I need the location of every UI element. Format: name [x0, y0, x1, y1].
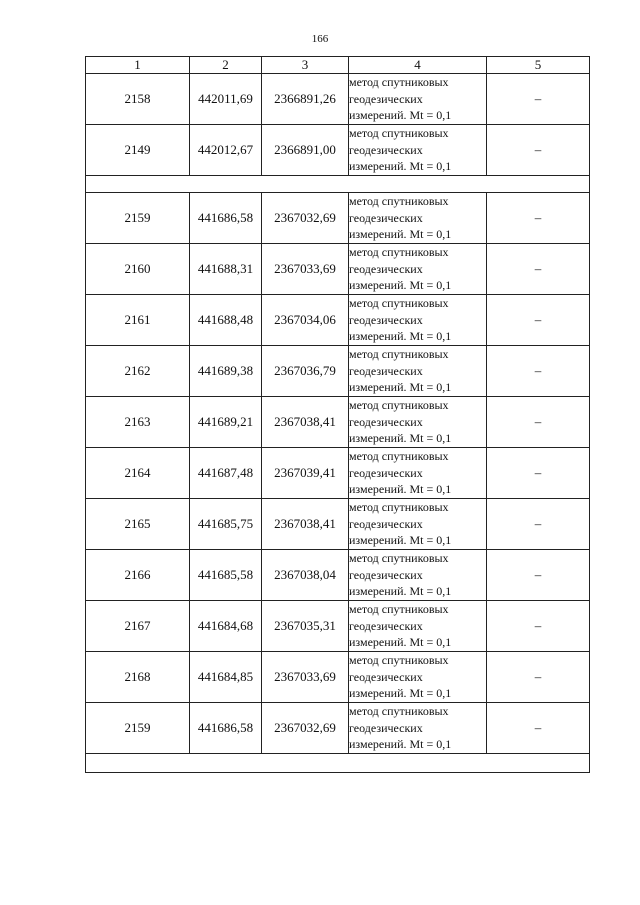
- table-row: [86, 601, 590, 652]
- method-line: геодезических: [349, 720, 423, 735]
- method-line: измерений. Mt = 0,1: [349, 227, 452, 242]
- method-line: геодезических: [349, 516, 423, 531]
- method-line: измерений. Mt = 0,1: [349, 533, 452, 548]
- method-line: метод спутниковых: [349, 602, 449, 617]
- method-line: метод спутниковых: [349, 500, 449, 515]
- table-body: [86, 74, 590, 773]
- method-cell: [349, 703, 487, 754]
- method-cell: [349, 601, 487, 652]
- method-line: метод спутниковых: [349, 75, 449, 90]
- method-line: измерений. Mt = 0,1: [349, 278, 452, 293]
- method-line: геодезических: [349, 618, 423, 633]
- coordinates-table: [85, 56, 590, 773]
- table-row: [86, 499, 590, 550]
- column-header: 3: [262, 57, 349, 74]
- method-cell: [349, 74, 487, 125]
- method-line: геодезических: [349, 142, 423, 157]
- method-line: измерений. Mt = 0,1: [349, 635, 452, 650]
- x-coordinate-cell: 441687,48: [190, 448, 262, 499]
- x-coordinate-cell: 441684,85: [190, 652, 262, 703]
- note-cell: –: [487, 295, 590, 346]
- x-coordinate-cell: 441685,58: [190, 550, 262, 601]
- y-coordinate-cell: 2367032,69: [262, 193, 349, 244]
- method-cell: [349, 652, 487, 703]
- note-cell: –: [487, 601, 590, 652]
- separator-row: [86, 754, 590, 773]
- y-coordinate-cell: 2367038,41: [262, 499, 349, 550]
- point-number-cell: 2149: [86, 125, 190, 176]
- table-row: [86, 74, 590, 125]
- method-cell: [349, 295, 487, 346]
- table-row: [86, 652, 590, 703]
- note-cell: –: [487, 448, 590, 499]
- note-cell: –: [487, 652, 590, 703]
- method-cell: [349, 125, 487, 176]
- method-line: метод спутниковых: [349, 449, 449, 464]
- table-row: [86, 448, 590, 499]
- method-line: метод спутниковых: [349, 398, 449, 413]
- method-line: геодезических: [349, 312, 423, 327]
- method-cell: [349, 397, 487, 448]
- method-cell: [349, 448, 487, 499]
- note-cell: –: [487, 346, 590, 397]
- separator-cell: [86, 176, 590, 193]
- method-line: измерений. Mt = 0,1: [349, 686, 452, 701]
- table-row: [86, 397, 590, 448]
- column-header: 4: [349, 57, 487, 74]
- method-line: измерений. Mt = 0,1: [349, 737, 452, 752]
- table-row: [86, 193, 590, 244]
- method-cell: [349, 499, 487, 550]
- method-line: измерений. Mt = 0,1: [349, 431, 452, 446]
- column-header: 2: [190, 57, 262, 74]
- point-number-cell: 2166: [86, 550, 190, 601]
- method-line: метод спутниковых: [349, 347, 449, 362]
- method-line: метод спутниковых: [349, 296, 449, 311]
- x-coordinate-cell: 441686,58: [190, 703, 262, 754]
- point-number-cell: 2164: [86, 448, 190, 499]
- method-line: геодезических: [349, 261, 423, 276]
- method-line: метод спутниковых: [349, 704, 449, 719]
- y-coordinate-cell: 2367038,41: [262, 397, 349, 448]
- y-coordinate-cell: 2367038,04: [262, 550, 349, 601]
- y-coordinate-cell: 2367033,69: [262, 244, 349, 295]
- separator-cell: [86, 754, 590, 773]
- y-coordinate-cell: 2366891,26: [262, 74, 349, 125]
- method-cell: [349, 550, 487, 601]
- table-header-row: [86, 57, 590, 74]
- note-cell: –: [487, 499, 590, 550]
- y-coordinate-cell: 2367033,69: [262, 652, 349, 703]
- method-line: метод спутниковых: [349, 126, 449, 141]
- method-cell: [349, 193, 487, 244]
- method-line: метод спутниковых: [349, 551, 449, 566]
- note-cell: –: [487, 397, 590, 448]
- method-line: геодезических: [349, 567, 423, 582]
- method-line: геодезических: [349, 414, 423, 429]
- x-coordinate-cell: 441688,31: [190, 244, 262, 295]
- point-number-cell: 2160: [86, 244, 190, 295]
- method-line: измерений. Mt = 0,1: [349, 329, 452, 344]
- page-number: 166: [311, 33, 329, 45]
- method-line: геодезических: [349, 363, 423, 378]
- table-row: [86, 703, 590, 754]
- x-coordinate-cell: 441684,68: [190, 601, 262, 652]
- point-number-cell: 2159: [86, 193, 190, 244]
- column-header: 5: [487, 57, 590, 74]
- table-row: [86, 125, 590, 176]
- note-cell: –: [487, 193, 590, 244]
- method-cell: [349, 346, 487, 397]
- y-coordinate-cell: 2367036,79: [262, 346, 349, 397]
- method-line: метод спутниковых: [349, 653, 449, 668]
- x-coordinate-cell: 441689,38: [190, 346, 262, 397]
- method-line: измерений. Mt = 0,1: [349, 380, 452, 395]
- table-row: [86, 244, 590, 295]
- method-line: измерений. Mt = 0,1: [349, 482, 452, 497]
- method-line: измерений. Mt = 0,1: [349, 108, 452, 123]
- y-coordinate-cell: 2366891,00: [262, 125, 349, 176]
- point-number-cell: 2167: [86, 601, 190, 652]
- method-line: геодезических: [349, 210, 423, 225]
- note-cell: –: [487, 703, 590, 754]
- table-row: [86, 550, 590, 601]
- note-cell: –: [487, 244, 590, 295]
- method-line: измерений. Mt = 0,1: [349, 584, 452, 599]
- note-cell: –: [487, 550, 590, 601]
- note-cell: –: [487, 125, 590, 176]
- note-cell: –: [487, 74, 590, 125]
- y-coordinate-cell: 2367035,31: [262, 601, 349, 652]
- method-line: метод спутниковых: [349, 245, 449, 260]
- method-line: геодезических: [349, 669, 423, 684]
- separator-row: [86, 176, 590, 193]
- x-coordinate-cell: 442012,67: [190, 125, 262, 176]
- method-line: геодезических: [349, 91, 423, 106]
- method-line: метод спутниковых: [349, 194, 449, 209]
- y-coordinate-cell: 2367032,69: [262, 703, 349, 754]
- point-number-cell: 2165: [86, 499, 190, 550]
- point-number-cell: 2161: [86, 295, 190, 346]
- x-coordinate-cell: 441686,58: [190, 193, 262, 244]
- table-row: [86, 346, 590, 397]
- point-number-cell: 2163: [86, 397, 190, 448]
- point-number-cell: 2158: [86, 74, 190, 125]
- method-line: геодезических: [349, 465, 423, 480]
- table-row: [86, 295, 590, 346]
- x-coordinate-cell: 441689,21: [190, 397, 262, 448]
- column-header: 1: [86, 57, 190, 74]
- point-number-cell: 2159: [86, 703, 190, 754]
- point-number-cell: 2168: [86, 652, 190, 703]
- x-coordinate-cell: 441685,75: [190, 499, 262, 550]
- x-coordinate-cell: 441688,48: [190, 295, 262, 346]
- method-cell: [349, 244, 487, 295]
- method-line: измерений. Mt = 0,1: [349, 159, 452, 174]
- point-number-cell: 2162: [86, 346, 190, 397]
- y-coordinate-cell: 2367034,06: [262, 295, 349, 346]
- y-coordinate-cell: 2367039,41: [262, 448, 349, 499]
- x-coordinate-cell: 442011,69: [190, 74, 262, 125]
